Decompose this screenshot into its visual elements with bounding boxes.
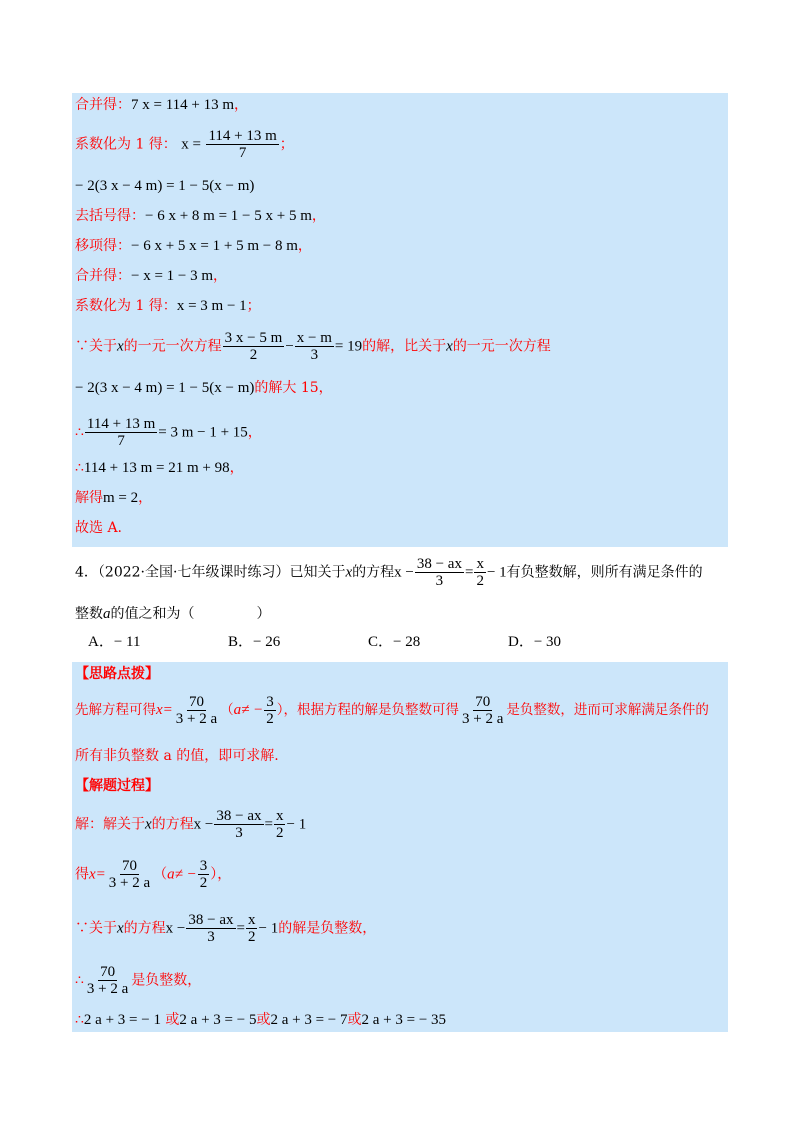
fraction: $\frac{3}{2}$ xyxy=(266,694,274,727)
solution-step-5: ∴2 a + 3 = − 1 或2 a + 3 = − 5或2 a + 3 = − 7或2 a + 3 = − 35 xyxy=(75,1012,447,1028)
hint-title: 【思路点拨】 xyxy=(75,666,159,682)
fraction: $\frac{114 + 13 m}{7}$ xyxy=(208,128,277,161)
solution-panel-top xyxy=(72,93,728,547)
hint-text-cont: 所有非负整数 a 的值，即可求解. xyxy=(75,748,279,764)
option-c[interactable]: C．− 28 xyxy=(368,634,421,650)
solution-step-1: 解：解关于x的方程x − $\frac{38 - ax}{3}$ = $\frac{x}{2}$ − 1 xyxy=(75,808,307,841)
step-coefficient-2: 系数化为 1 得：x = 3 m − 1； xyxy=(75,298,261,314)
question-4-line2: 整数a的值之和为（ ） xyxy=(75,606,271,622)
condition-statement: ∵关于x的一元一次方程 $\frac{3 x - 5 m}{2}$ − $\frac{x - m}{3}$ = 19的解，比关于x的一元一次方程 xyxy=(75,330,551,363)
fraction: $\frac{x}{2}$ xyxy=(247,912,256,945)
fraction: $\frac{x - m}{3}$ xyxy=(296,330,332,363)
fraction: $\frac{70}{3 + 2 a}$ xyxy=(175,694,218,727)
condition-statement-cont: − 2(3 x − 4 m) = 1 − 5(x − m)的解大 15， xyxy=(75,380,333,396)
option-d[interactable]: D．− 30 xyxy=(508,634,562,650)
answer-options xyxy=(88,632,561,652)
fraction: $\frac{38 - ax}{3}$ xyxy=(188,912,234,945)
fraction: $\frac{114 + 13 m}{7}$ xyxy=(86,416,156,449)
therefore-simplified: ∴114 + 13 m = 21 m + 98， xyxy=(75,460,244,476)
solution-step-2: 得x= $\frac{70}{3 + 2 a}$ （a≠ − $\frac{3}{2}$ ）， xyxy=(75,858,232,891)
solution-step-3: ∵关于x的方程x − $\frac{38 - ax}{3}$ = $\frac{x}{2}$ − 1的解是负整数， xyxy=(75,912,377,945)
fraction: $\frac{70}{3 + 2 a}$ xyxy=(108,858,151,891)
fraction: $\frac{70}{3 + 2 a}$ xyxy=(462,694,504,727)
step-combine: 合并得：7 x = 114 + 13 m， xyxy=(75,97,249,113)
fraction: $\frac{38 - ax}{3}$ xyxy=(416,556,462,589)
option-b[interactable]: B．− 26 xyxy=(228,634,281,650)
fraction: $\frac{70}{3 + 2 a}$ xyxy=(86,964,129,997)
solution-title: 【解题过程】 xyxy=(75,778,159,794)
question-4: 4．（2022·全国·七年级课时练习）已知关于x的方程x − $\frac{38 - ax}{3}$ = $\frac{x}{2}$ − 1有负整数解，则所有满足条件的 xyxy=(75,556,703,589)
fraction: $\frac{x}{2}$ xyxy=(275,808,284,841)
hint-text: 先解方程可得x= $\frac{70}{3 + 2 a}$ （a≠ − $\frac{3}{2}$ ），根据方程的解是负整数可得 $\frac{70}{3 + 2 a}$ 是负整数，进而可求解满足条件的 xyxy=(75,694,709,727)
step-combine-2: 合并得：− x = 1 − 3 m， xyxy=(75,268,228,284)
equation-second: − 2(3 x − 4 m) = 1 − 5(x − m) xyxy=(75,178,255,194)
fraction: $\frac{3}{2}$ xyxy=(199,858,208,891)
step-expand: 去括号得：− 6 x + 8 m = 1 − 5 x + 5 m， xyxy=(75,208,326,224)
fraction: $\frac{3 x - 5 m}{2}$ xyxy=(224,330,283,363)
step-move-terms: 移项得：− 6 x + 5 x = 1 + 5 m − 8 m， xyxy=(75,238,312,254)
solve-result: 解得m = 2， xyxy=(75,490,153,506)
answer-choice: 故选 A. xyxy=(75,520,123,536)
solution-step-4: ∴ $\frac{70}{3 + 2 a}$ 是负整数， xyxy=(75,964,202,997)
fraction: $\frac{38 - ax}{3}$ xyxy=(216,808,262,841)
fraction: $\frac{x}{2}$ xyxy=(476,556,484,589)
therefore-equation: ∴ $\frac{114 + 13 m}{7}$ = 3 m − 1 + 15， xyxy=(75,416,262,449)
step-coefficient: 系数化为 1 得： x = $\frac{114 + 13 m}{7}$ ； xyxy=(75,128,294,161)
option-a[interactable]: A．− 11 xyxy=(88,634,141,650)
